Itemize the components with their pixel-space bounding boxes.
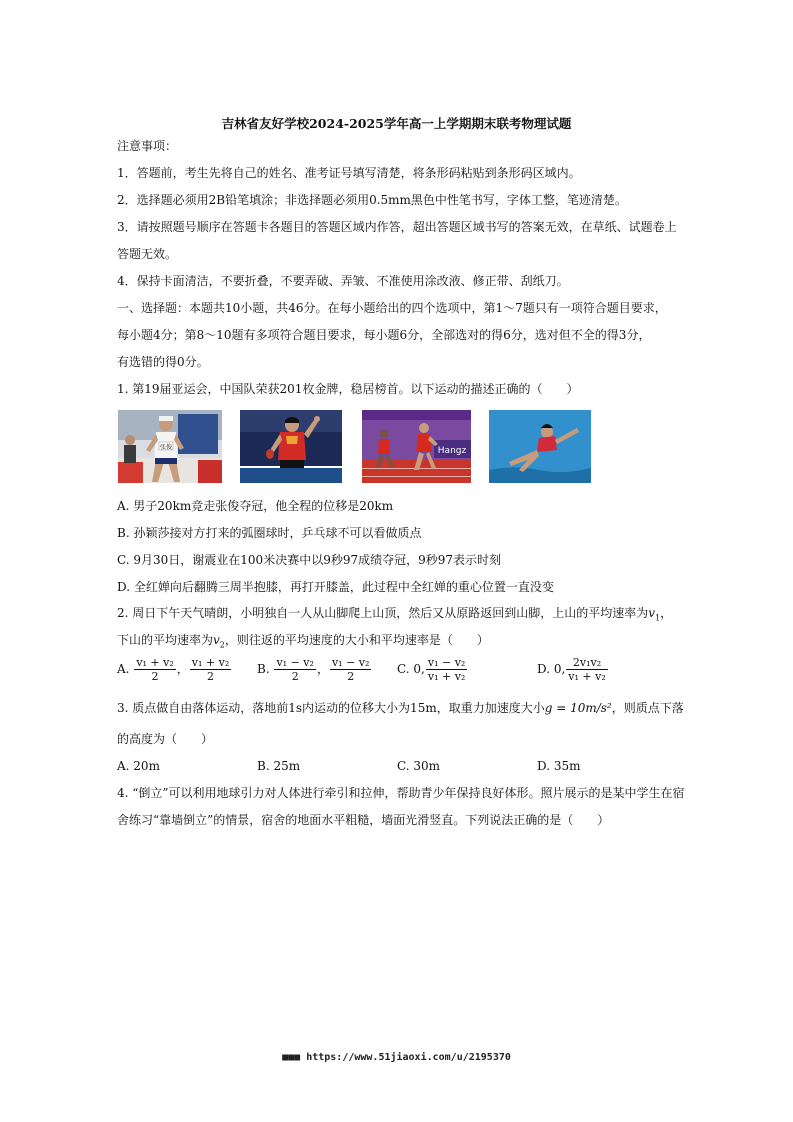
q2-v2-symbol: v: [213, 633, 220, 647]
q2-option-a-frac-1: [134, 656, 175, 683]
q2-stem-2a: 下山的平均速率为: [117, 633, 214, 647]
q1-photo-race-walker: [118, 410, 222, 483]
q2-option-d-frac: [566, 656, 607, 683]
frac-denominator: v₁ + v₂: [427, 670, 466, 683]
q1-option-a: A. 男子20km竞走张俊夺冠，他全程的位移是20km: [117, 499, 394, 513]
q2-stem-1: 2. 周日下午天气晴朗，小明独自一人从山脚爬上山顶，然后又从原路返回到山脚，上山的平均速率为: [117, 606, 649, 620]
q4-stem-line-1: 4. “倒立”可以利用地球引力对人体进行牵引和拉伸，帮助青少年保持良好体形。照片展示的是某中学生在宿: [117, 786, 685, 800]
q2-stem-2b: ，则往返的平均速度的大小和平均速率是（ ）: [224, 633, 489, 647]
q1-photo-table-tennis: [240, 410, 342, 483]
q3-stem-1b: ，则质点下落: [611, 701, 684, 715]
q2-option-a: [117, 656, 232, 683]
q2-stem-line-1: [117, 605, 672, 626]
page-title: 吉林省友好学校2024-2025学年高一上学期期末联考物理试题: [221, 116, 572, 131]
notice-heading: 注意事项：: [117, 139, 178, 153]
q1-stem: 1. 第19届亚运会，中国队荣获201枚金牌，稳居榜首。以下运动的描述正确的（ ）: [117, 382, 579, 396]
frac-denominator: 2: [207, 670, 215, 683]
frac-separator: ，: [316, 662, 329, 676]
frac-denominator: 2: [347, 670, 355, 683]
q2-option-b-frac-1: [274, 656, 315, 683]
frac-numerator: v₁ − v₂: [276, 656, 314, 669]
q2-v2-subscript: 2: [219, 640, 225, 650]
q2-option-c-label: C.: [397, 662, 410, 676]
q2-option-a-frac-2: [190, 656, 231, 683]
frac-denominator: 2: [291, 670, 299, 683]
q1-photo-sprint: [362, 410, 471, 483]
q2-option-b-label: B.: [257, 662, 270, 676]
notice-item-3: 3．请按照题号顺序在答题卡各题目的答题区域内作答，超出答题区域书写的答案无效，在草纸、试题卷上: [117, 220, 677, 234]
q2-option-d-zero: 0,: [553, 662, 566, 676]
notice-item-2: 2．选择题必须用2B铅笔填涂；非选择题必须用0.5mm黑色中性笔书写，字体工整，笔迹清楚。: [117, 193, 627, 207]
frac-denominator: 2: [151, 670, 159, 683]
frac-separator: ，: [176, 662, 189, 676]
footer-url[interactable]: ■■■ https://www.51jiaoxi.com/u/2195370: [282, 1052, 511, 1063]
q3-stem-1a: 3. 质点做自由落体运动，落地前1s内运动的位移大小为15m，取重力加速度大小: [117, 701, 545, 715]
q1-option-d: D. 全红婵向后翻腾三周半抱膝，再打开膝盖，此过程中全红婵的重心位置一直没变: [117, 580, 554, 594]
frac-numerator: v₁ + v₂: [136, 656, 174, 669]
q2-v1-symbol: v: [648, 606, 656, 620]
q2-option-a-label: A.: [117, 662, 130, 676]
q3-stem-line-2: 的高度为（ ）: [117, 732, 214, 746]
q2-option-c: [397, 656, 468, 683]
q2-stem-line-2: [117, 632, 489, 653]
q2-option-b: [257, 656, 372, 683]
notice-item-4: 4．保持卡面清洁，不要折叠，不要弄破、弄皱、不准使用涂改液、修正带、刮纸刀。: [117, 274, 569, 288]
q1-photo-diving: [489, 410, 591, 483]
q3-option-d: D. 35m: [537, 759, 581, 773]
q4-stem-line-2: 舍练习“靠墙倒立”的情景，宿舍的地面水平粗糙，墙面光滑竖直。下列说法正确的是（ ）: [117, 813, 610, 827]
section1-line-3: 有选错的得0分。: [117, 355, 209, 369]
frac-numerator: 2v₁v₂: [566, 656, 607, 670]
banner-text: Hangz: [437, 446, 467, 456]
q2-option-d-label: D.: [537, 662, 551, 676]
q3-option-c: C. 30m: [397, 759, 441, 773]
notice-item-1: 1．答题前，考生先将自己的姓名、准考证号填写清楚，将条形码粘贴到条形码区域内。: [117, 166, 581, 180]
q2-option-d: [537, 656, 609, 683]
q3-g-expression: g = 10m/s²: [544, 701, 612, 715]
frac-numerator: v₁ + v₂: [191, 656, 230, 669]
section1-line-1: 一、选择题：本题共10小题，共46分。在每小题给出的四个选项中，第1～7题只有一项符合题目要求，: [117, 301, 667, 315]
q2-option-c-frac: [426, 656, 467, 683]
q2-comma: ，: [660, 606, 673, 620]
q3-option-a: A. 20m: [117, 759, 160, 773]
q2-option-b-frac-2: [330, 656, 371, 683]
q1-option-b: B. 孙颖莎接对方打来的弧圈球时，乒乓球不可以看做质点: [117, 526, 422, 540]
q2-option-c-zero: 0,: [413, 662, 425, 676]
frac-denominator: v₁ + v₂: [568, 670, 606, 683]
walker-bib-text: 张俊: [159, 444, 173, 451]
q1-option-c: C. 9月30日，谢震业在100米决赛中以9秒97成绩夺冠，9秒97表示时刻: [117, 553, 502, 567]
frac-numerator: v₁ − v₂: [331, 656, 370, 669]
notice-item-3-cont: 答题无效。: [117, 247, 178, 261]
section1-line-2: 每小题4分；第8～10题有多项符合题目要求，每小题6分，全部选对的得6分，选对但不全的得3分，: [117, 328, 651, 342]
q3-stem-line-1: [117, 700, 684, 716]
frac-numerator: v₁ − v₂: [427, 656, 466, 669]
q3-option-b: B. 25m: [257, 759, 301, 773]
q2-v1-subscript: 1: [655, 613, 661, 623]
